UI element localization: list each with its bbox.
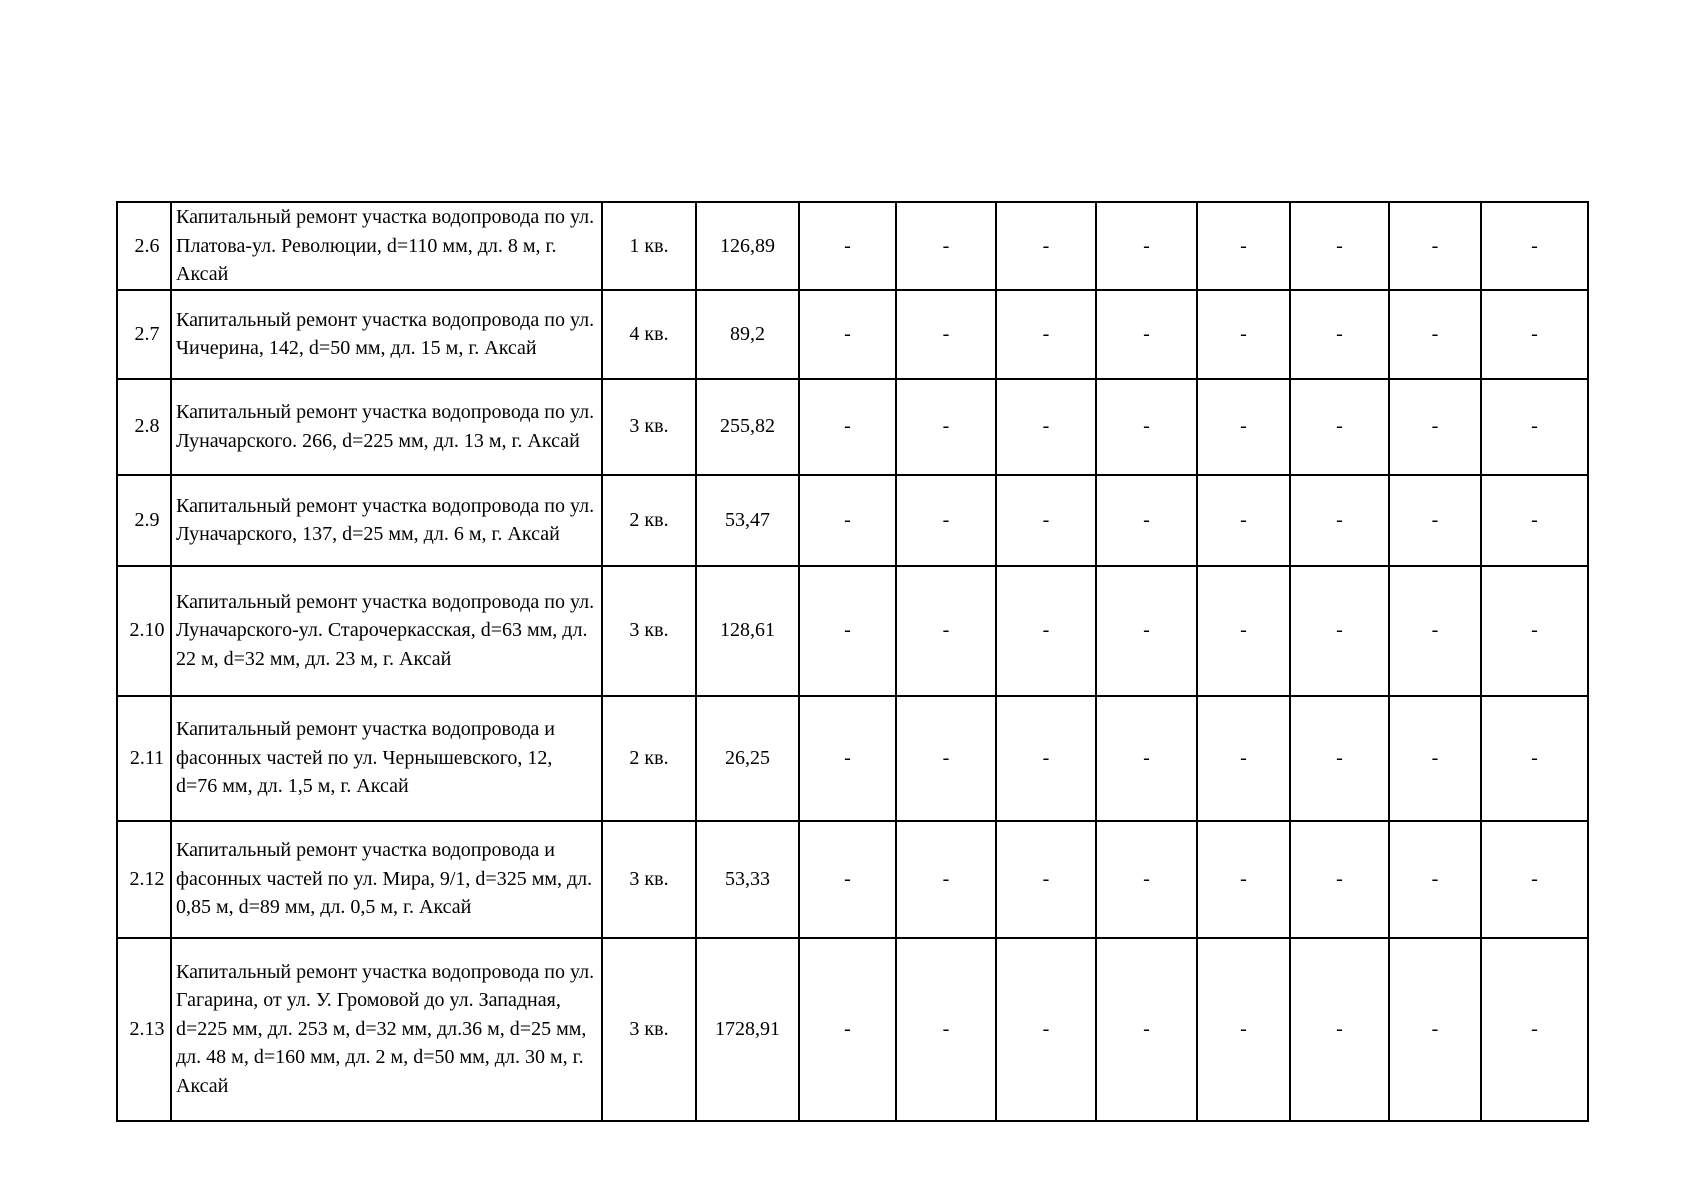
- row-number: 2.7: [117, 290, 171, 379]
- dash-cell: -: [1389, 202, 1481, 290]
- amount-cell: 255,82: [696, 379, 799, 475]
- dash-cell: -: [896, 696, 996, 821]
- amount-cell: 1728,91: [696, 938, 799, 1121]
- dash-cell: -: [1389, 475, 1481, 566]
- table-row: [117, 202, 1588, 290]
- row-number: 2.9: [117, 475, 171, 566]
- period-cell: 2 кв.: [602, 475, 696, 566]
- dash-cell: -: [1481, 821, 1588, 938]
- dash-cell: -: [1481, 202, 1588, 290]
- dash-cell: -: [1389, 821, 1481, 938]
- dash-cell: -: [799, 475, 896, 566]
- table-row: [117, 379, 1588, 475]
- dash-cell: -: [1481, 379, 1588, 475]
- dash-cell: -: [799, 566, 896, 696]
- dash-cell: -: [1481, 475, 1588, 566]
- work-description: Капитальный ремонт участка водопровода и фасонных частей по ул. Чернышевского, 12, d=76 мм, дл. 1,5 м, г. Аксай: [171, 696, 602, 821]
- table-row: [117, 938, 1588, 1121]
- amount-cell: 128,61: [696, 566, 799, 696]
- dash-cell: -: [996, 938, 1096, 1121]
- dash-cell: -: [1290, 290, 1389, 379]
- dash-cell: -: [799, 202, 896, 290]
- row-number: 2.13: [117, 938, 171, 1121]
- dash-cell: -: [1096, 696, 1197, 821]
- table-row: [117, 290, 1588, 379]
- work-description: Капитальный ремонт участка водопровода по ул. Чичерина, 142, d=50 мм, дл. 15 м, г. Аксай: [171, 290, 602, 379]
- dash-cell: -: [896, 821, 996, 938]
- period-cell: 3 кв.: [602, 938, 696, 1121]
- dash-cell: -: [1290, 696, 1389, 821]
- works-table: [116, 201, 1589, 1122]
- dash-cell: -: [1096, 821, 1197, 938]
- table-row: [117, 821, 1588, 938]
- dash-cell: -: [799, 821, 896, 938]
- period-cell: 1 кв.: [602, 202, 696, 290]
- dash-cell: -: [1096, 202, 1197, 290]
- dash-cell: -: [996, 290, 1096, 379]
- period-cell: 3 кв.: [602, 821, 696, 938]
- dash-cell: -: [1290, 475, 1389, 566]
- dash-cell: -: [799, 290, 896, 379]
- period-cell: 4 кв.: [602, 290, 696, 379]
- work-description: Капитальный ремонт участка водопровода по ул. Луначарского. 266, d=225 мм, дл. 13 м, г. Аксай: [171, 379, 602, 475]
- dash-cell: -: [1096, 938, 1197, 1121]
- dash-cell: -: [1197, 696, 1290, 821]
- work-description: Капитальный ремонт участка водопровода по ул. Гагарина, от ул. У. Громовой до ул. Западная, d=225 мм, дл. 253 м, d=32 мм, дл.36 м, d=25 мм, дл. 48 м, d=160 мм, дл. 2 м, d=50 мм, дл. 30 м, г. Аксай: [171, 938, 602, 1121]
- dash-cell: -: [896, 290, 996, 379]
- dash-cell: -: [1389, 290, 1481, 379]
- dash-cell: -: [1096, 290, 1197, 379]
- dash-cell: -: [1096, 379, 1197, 475]
- period-cell: 3 кв.: [602, 566, 696, 696]
- amount-cell: 126,89: [696, 202, 799, 290]
- dash-cell: -: [1197, 938, 1290, 1121]
- amount-cell: 53,47: [696, 475, 799, 566]
- dash-cell: -: [1290, 821, 1389, 938]
- work-description: Капитальный ремонт участка водопровода по ул. Луначарского-ул. Старочеркасская, d=63 мм, дл. 22 м, d=32 мм, дл. 23 м, г. Аксай: [171, 566, 602, 696]
- dash-cell: -: [1290, 379, 1389, 475]
- table-row: [117, 475, 1588, 566]
- dash-cell: -: [1197, 475, 1290, 566]
- dash-cell: -: [896, 938, 996, 1121]
- dash-cell: -: [996, 379, 1096, 475]
- dash-cell: -: [799, 696, 896, 821]
- row-number: 2.8: [117, 379, 171, 475]
- dash-cell: -: [1197, 566, 1290, 696]
- dash-cell: -: [1096, 566, 1197, 696]
- dash-cell: -: [996, 821, 1096, 938]
- work-description: Капитальный ремонт участка водопровода по ул. Платова-ул. Революции, d=110 мм, дл. 8 м, г. Аксай: [171, 202, 602, 290]
- work-description: Капитальный ремонт участка водопровода и фасонных частей по ул. Мира, 9/1, d=325 мм, дл. 0,85 м, d=89 мм, дл. 0,5 м, г. Аксай: [171, 821, 602, 938]
- table-row: [117, 696, 1588, 821]
- dash-cell: -: [1197, 379, 1290, 475]
- dash-cell: -: [1389, 696, 1481, 821]
- dash-cell: -: [799, 938, 896, 1121]
- period-cell: 2 кв.: [602, 696, 696, 821]
- dash-cell: -: [1290, 566, 1389, 696]
- dash-cell: -: [1389, 566, 1481, 696]
- row-number: 2.10: [117, 566, 171, 696]
- dash-cell: -: [1197, 290, 1290, 379]
- amount-cell: 53,33: [696, 821, 799, 938]
- row-number: 2.6: [117, 202, 171, 290]
- dash-cell: -: [996, 475, 1096, 566]
- dash-cell: -: [996, 566, 1096, 696]
- amount-cell: 89,2: [696, 290, 799, 379]
- dash-cell: -: [896, 475, 996, 566]
- dash-cell: -: [1290, 938, 1389, 1121]
- dash-cell: -: [1197, 202, 1290, 290]
- dash-cell: -: [1481, 290, 1588, 379]
- dash-cell: -: [896, 379, 996, 475]
- period-cell: 3 кв.: [602, 379, 696, 475]
- dash-cell: -: [1481, 938, 1588, 1121]
- dash-cell: -: [1481, 566, 1588, 696]
- dash-cell: -: [996, 202, 1096, 290]
- dash-cell: -: [1389, 938, 1481, 1121]
- amount-cell: 26,25: [696, 696, 799, 821]
- dash-cell: -: [996, 696, 1096, 821]
- dash-cell: -: [896, 566, 996, 696]
- dash-cell: -: [799, 379, 896, 475]
- dash-cell: -: [1096, 475, 1197, 566]
- table-body: [117, 202, 1588, 1121]
- dash-cell: -: [1389, 379, 1481, 475]
- row-number: 2.11: [117, 696, 171, 821]
- work-description: Капитальный ремонт участка водопровода по ул. Луначарского, 137, d=25 мм, дл. 6 м, г. Аксай: [171, 475, 602, 566]
- dash-cell: -: [896, 202, 996, 290]
- dash-cell: -: [1197, 821, 1290, 938]
- table-row: [117, 566, 1588, 696]
- dash-cell: -: [1481, 696, 1588, 821]
- dash-cell: -: [1290, 202, 1389, 290]
- row-number: 2.12: [117, 821, 171, 938]
